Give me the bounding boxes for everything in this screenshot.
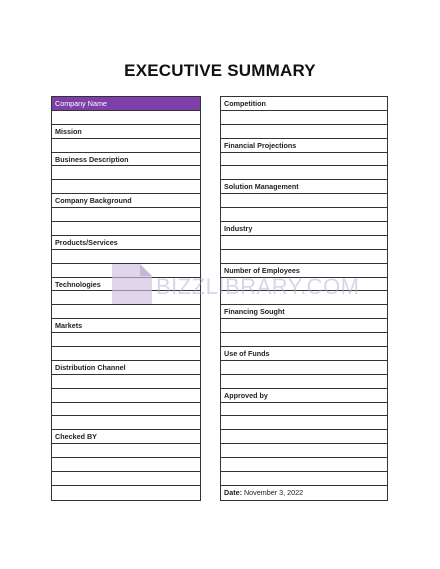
distribution-channel-field[interactable] <box>52 389 200 403</box>
distribution-channel-field[interactable] <box>52 403 200 417</box>
solution-management-field[interactable] <box>221 208 387 222</box>
company-background-label: Company Background <box>52 194 200 208</box>
approved-by-field[interactable] <box>221 430 387 444</box>
industry-label: Industry <box>221 222 387 236</box>
checked-by-field[interactable] <box>52 472 200 486</box>
financing-sought-field[interactable] <box>221 319 387 333</box>
number-of-employees-field[interactable] <box>221 291 387 305</box>
competition-field[interactable] <box>221 125 387 139</box>
business-description-field[interactable] <box>52 166 200 180</box>
company-background-field[interactable] <box>52 222 200 236</box>
industry-field[interactable] <box>221 250 387 264</box>
date-row[interactable] <box>221 486 387 500</box>
use-of-funds-field[interactable] <box>221 361 387 375</box>
business-description-label: Business Description <box>52 153 200 167</box>
number-of-employees-field[interactable] <box>221 278 387 292</box>
financial-projections-label: Financial Projections <box>221 139 387 153</box>
solution-management-field[interactable] <box>221 194 387 208</box>
right-form-column <box>220 96 388 501</box>
date-label: Date: <box>224 487 242 497</box>
distribution-channel-field[interactable] <box>52 375 200 389</box>
left-form-column <box>51 96 201 501</box>
number-of-employees-label: Number of Employees <box>221 264 387 278</box>
document-title: EXECUTIVE SUMMARY <box>124 61 316 80</box>
checked-by-field[interactable] <box>52 444 200 458</box>
markets-field[interactable] <box>52 347 200 361</box>
competition-field[interactable] <box>221 111 387 125</box>
checked-by-label: Checked BY <box>52 430 200 444</box>
company-name-header: Company Name <box>52 97 200 111</box>
distribution-channel-field[interactable] <box>52 416 200 430</box>
technologies-label: Technologies <box>52 278 200 292</box>
approved-by-label: Approved by <box>221 389 387 403</box>
approved-by-field[interactable] <box>221 472 387 486</box>
markets-field[interactable] <box>52 333 200 347</box>
mission-label: Mission <box>52 125 200 139</box>
checked-by-field[interactable] <box>52 458 200 472</box>
technologies-field[interactable] <box>52 305 200 319</box>
financing-sought-label: Financing Sought <box>221 305 387 319</box>
company-background-field[interactable] <box>52 208 200 222</box>
distribution-channel-label: Distribution Channel <box>52 361 200 375</box>
financial-projections-field[interactable] <box>221 166 387 180</box>
technologies-field[interactable] <box>52 291 200 305</box>
approved-by-field[interactable] <box>221 444 387 458</box>
approved-by-field[interactable] <box>221 458 387 472</box>
watermark-text: BIZZLIBRARY.COM <box>156 274 360 299</box>
company-name-field[interactable] <box>52 111 200 125</box>
checked-by-field[interactable] <box>52 486 200 500</box>
products-services-field[interactable] <box>52 250 200 264</box>
markets-label: Markets <box>52 319 200 333</box>
use-of-funds-label: Use of Funds <box>221 347 387 361</box>
financing-sought-field[interactable] <box>221 333 387 347</box>
industry-field[interactable] <box>221 236 387 250</box>
products-services-label: Products/Services <box>52 236 200 250</box>
solution-management-label: Solution Management <box>221 180 387 194</box>
mission-field[interactable] <box>52 139 200 153</box>
business-description-field[interactable] <box>52 180 200 194</box>
competition-label: Competition <box>221 97 387 111</box>
financial-projections-field[interactable] <box>221 153 387 167</box>
approved-by-field[interactable] <box>221 416 387 430</box>
approved-by-field[interactable] <box>221 403 387 417</box>
date-value: November 3, 2022 <box>243 487 304 497</box>
products-services-field[interactable] <box>52 264 200 278</box>
use-of-funds-field[interactable] <box>221 375 387 389</box>
